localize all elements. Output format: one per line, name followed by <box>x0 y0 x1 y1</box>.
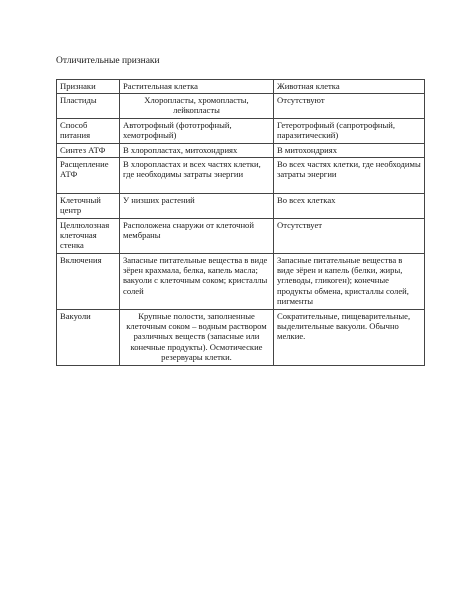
document-heading: Отличительные признаки <box>56 56 160 66</box>
table-row <box>57 254 425 310</box>
feature-cell: Включения <box>57 254 120 310</box>
animal-cell: Отсутствует <box>274 219 425 254</box>
animal-cell: Сократительные, пищеварительные, выделительные вакуоли. Обычно мелкие. <box>274 310 425 366</box>
animal-cell: В митохондриях <box>274 144 425 158</box>
feature-cell: Клеточный центр <box>57 194 120 219</box>
table-header-row <box>57 80 425 94</box>
feature-cell: Расщепление АТФ <box>57 158 120 194</box>
table-row <box>57 310 425 366</box>
feature-cell: Пластиды <box>57 94 120 119</box>
plant-cell: Хлоропласты, хромопласты, лейкопласты <box>120 94 274 119</box>
plant-cell: В хлоропластах, митохондриях <box>120 144 274 158</box>
feature-cell: Способ питания <box>57 119 120 144</box>
animal-cell: Отсутствуют <box>274 94 425 119</box>
header-cell: Животная клетка <box>274 80 425 94</box>
plant-cell: Крупные полости, заполненные клеточным соком – водным раствором различных веществ (запасные или конечные продукты). Осмотические резервуары клетки. <box>120 310 274 366</box>
table-row <box>57 94 425 119</box>
comparison-table <box>56 79 425 366</box>
animal-cell: Во всех частях клетки, где необходимы затраты энергии <box>274 158 425 194</box>
plant-cell: Расположена снаружи от клеточной мембраны <box>120 219 274 254</box>
animal-cell: Запасные питательные вещества в виде зёрен и капель (белки, жиры, углеводы, гликоген); конечные продукты обмена, кристаллы солей, пигменты <box>274 254 425 310</box>
plant-cell: Запасные питательные вещества в виде зёрен крахмала, белка, капель масла; вакуоли с клеточным соком; кристаллы солей <box>120 254 274 310</box>
header-cell: Растительная клетка <box>120 80 274 94</box>
table-row <box>57 194 425 219</box>
animal-cell: Гетеротрофный (сапротрофный, паразитический) <box>274 119 425 144</box>
table-row <box>57 144 425 158</box>
plant-cell: Автотрофный (фототрофный, хемотрофный) <box>120 119 274 144</box>
table-row <box>57 119 425 144</box>
header-cell: Признаки <box>57 80 120 94</box>
feature-cell: Вакуоли <box>57 310 120 366</box>
table-row <box>57 219 425 254</box>
table-row <box>57 158 425 194</box>
plant-cell: В хлоропластах и всех частях клетки, где необходимы затраты энергии <box>120 158 274 194</box>
animal-cell: Во всех клетках <box>274 194 425 219</box>
plant-cell: У низших растений <box>120 194 274 219</box>
feature-cell: Целлюлозная клеточная стенка <box>57 219 120 254</box>
feature-cell: Синтез АТФ <box>57 144 120 158</box>
